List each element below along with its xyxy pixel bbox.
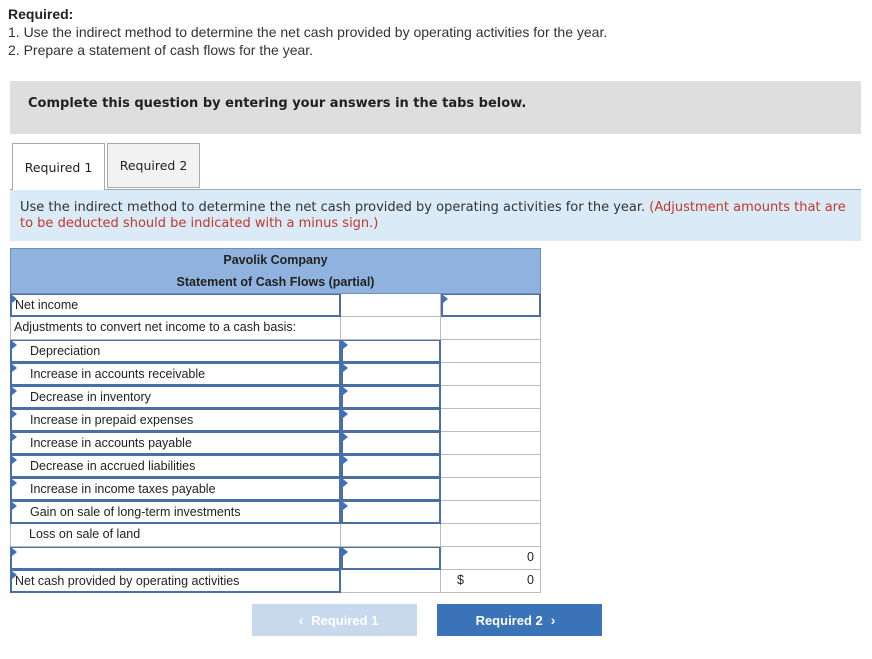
dropdown-indicator-icon [12, 410, 17, 418]
dropdown-indicator-icon [343, 387, 348, 395]
chevron-left-icon: ‹ [298, 612, 304, 628]
adjustment-label-input[interactable] [10, 409, 341, 432]
empty-cell [441, 386, 541, 409]
table-row [10, 570, 541, 593]
net-cash-total: 0 [527, 573, 534, 587]
table-row [10, 547, 541, 570]
dropdown-indicator-icon [343, 433, 348, 441]
question-note [20, 200, 854, 232]
net-income-label-input[interactable] [10, 294, 341, 317]
empty-cell [441, 455, 541, 478]
tab-required-1[interactable]: Required 1 [12, 143, 105, 190]
table-row [10, 432, 541, 455]
adjustment-label: Increase in accounts payable [30, 436, 192, 450]
empty-cell [441, 340, 541, 363]
table-row [10, 317, 541, 340]
dropdown-indicator-icon [12, 571, 17, 579]
net-income-mid-cell [341, 294, 441, 317]
adjustment-label-input[interactable] [10, 363, 341, 386]
blank-label-input[interactable] [10, 547, 341, 570]
adjustments-label: Adjustments to convert net income to a cash basis: [10, 317, 341, 340]
adjustment-label: Decrease in accrued liabilities [30, 459, 196, 473]
chevron-right-icon: › [550, 612, 556, 628]
dropdown-indicator-icon [12, 548, 17, 556]
empty-cell [441, 501, 541, 524]
adjustments-total: 0 [441, 547, 541, 570]
next-button[interactable] [437, 604, 602, 636]
table-row [10, 478, 541, 501]
note-highlight: (Adjustment amounts that are to be deducted should be indicated with a minus sign.) [20, 200, 846, 231]
dropdown-indicator-icon [12, 479, 17, 487]
dropdown-indicator-icon [343, 502, 348, 510]
empty-cell [441, 478, 541, 501]
adjustment-amount-input[interactable] [341, 478, 441, 501]
adjustment-label: Gain on sale of long-term investments [30, 505, 241, 519]
adjustment-amount-input[interactable] [341, 409, 441, 432]
adjustment-label-input[interactable] [10, 501, 341, 524]
empty-cell [341, 524, 441, 547]
previous-button[interactable] [252, 604, 417, 636]
table-row [10, 386, 541, 409]
required-item-1: 1. Use the indirect method to determine the net cash provided by operating activities for the year. [8, 24, 608, 40]
adjustment-amount-input[interactable] [341, 363, 441, 386]
dropdown-indicator-icon [443, 295, 448, 303]
adjustment-amount-input[interactable] [341, 432, 441, 455]
currency-symbol: $ [457, 573, 464, 587]
empty-cell [441, 432, 541, 455]
previous-button-label: Required 1 [311, 612, 379, 628]
empty-cell [341, 317, 441, 340]
adjustment-amount-input[interactable] [341, 340, 441, 363]
next-button-label: Required 2 [475, 612, 543, 628]
table-row [10, 501, 541, 524]
tab-required-2[interactable]: Required 2 [107, 143, 200, 188]
blank-amount-input[interactable] [341, 547, 441, 570]
empty-cell [441, 363, 541, 386]
empty-cell [441, 317, 541, 340]
table-row [10, 363, 541, 386]
empty-cell [341, 570, 441, 593]
instruction-text: Complete this question by entering your answers in the tabs below. [28, 96, 527, 111]
adjustment-amount-input[interactable] [341, 455, 441, 478]
adjustment-label: Depreciation [30, 344, 101, 358]
table-row [10, 409, 541, 432]
table-row [10, 294, 541, 317]
adjustment-label: Increase in accounts receivable [30, 367, 206, 381]
net-cash-total-cell [441, 570, 541, 593]
adjustment-label-input[interactable] [10, 432, 341, 455]
statement-table [10, 248, 541, 593]
empty-cell [441, 524, 541, 547]
company-name: Pavolik Company [10, 248, 541, 271]
adjustment-label-input[interactable] [10, 386, 341, 409]
required-heading: Required: [8, 6, 74, 22]
net-cash-label: Net cash provided by operating activities [15, 574, 240, 588]
adjustment-label-input[interactable] [10, 478, 341, 501]
net-income-amount-input[interactable] [441, 294, 541, 317]
empty-cell [441, 409, 541, 432]
adjustment-label: Decrease in inventory [30, 390, 151, 404]
adjustment-label-input[interactable] [10, 340, 341, 363]
dropdown-indicator-icon [12, 387, 17, 395]
table-row [10, 455, 541, 478]
adjustment-label: Loss on sale of land [10, 524, 341, 547]
adjustment-amount-input[interactable] [341, 501, 441, 524]
dropdown-indicator-icon [12, 502, 17, 510]
dropdown-indicator-icon [343, 341, 348, 349]
dropdown-indicator-icon [12, 341, 17, 349]
required-item-2: 2. Prepare a statement of cash flows for the year. [8, 42, 314, 58]
table-row [10, 524, 541, 547]
dropdown-indicator-icon [12, 364, 17, 372]
net-cash-label-input[interactable] [10, 570, 341, 593]
dropdown-indicator-icon [343, 479, 348, 487]
adjustment-label-input[interactable] [10, 455, 341, 478]
dropdown-indicator-icon [12, 295, 17, 303]
adjustment-label: Increase in prepaid expenses [30, 413, 194, 427]
dropdown-indicator-icon [343, 364, 348, 372]
dropdown-indicator-icon [343, 456, 348, 464]
table-row [10, 340, 541, 363]
dropdown-indicator-icon [12, 433, 17, 441]
net-income-label: Net income [15, 298, 79, 312]
statement-title: Statement of Cash Flows (partial) [10, 271, 541, 294]
dropdown-indicator-icon [343, 410, 348, 418]
dropdown-indicator-icon [343, 548, 348, 556]
adjustment-amount-input[interactable] [341, 386, 441, 409]
dropdown-indicator-icon [12, 456, 17, 464]
note-text: Use the indirect method to determine the net cash provided by operating activities for the year. [20, 200, 646, 215]
adjustment-label: Increase in income taxes payable [30, 482, 216, 496]
